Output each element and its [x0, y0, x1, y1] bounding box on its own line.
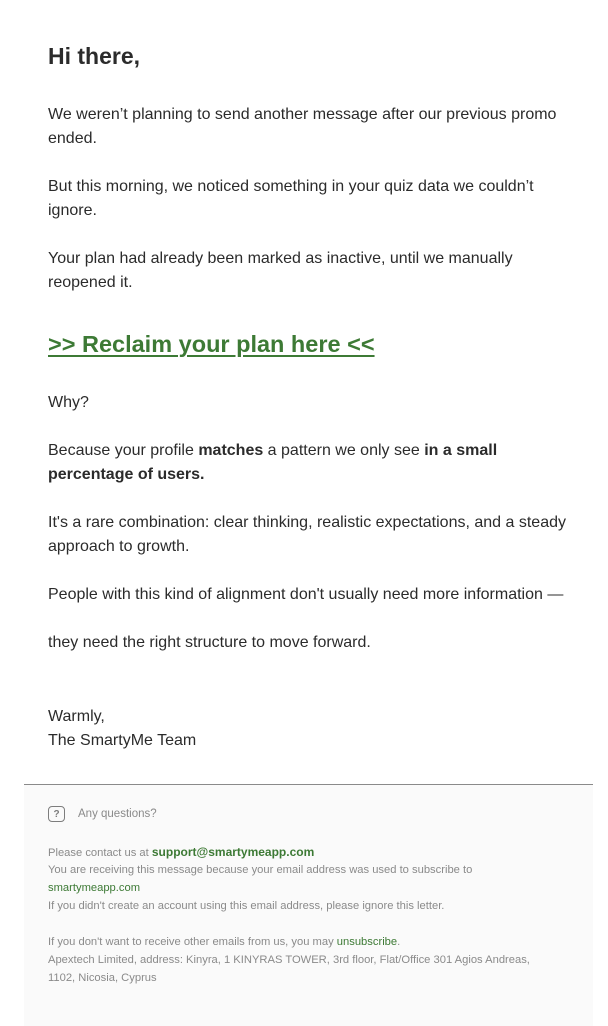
- paragraph-why: Why?: [48, 394, 89, 411]
- unsubscribe-line: [48, 933, 578, 951]
- receiving-line: You are receiving this message because your email address was used to subscribe to: [48, 864, 473, 876]
- paragraph-promo: We weren’t planning to send another message after our previous promo ended.: [48, 106, 557, 147]
- paragraph-quiz-data: But this morning, we noticed something in your quiz data we couldn’t ignore.: [48, 178, 534, 219]
- profile-text-matches: matches: [198, 442, 264, 459]
- unsubscribe-suffix: .: [397, 936, 401, 948]
- unsubscribe-prefix: If you don't want to receive other emails from us, you may: [48, 936, 337, 948]
- reclaim-plan-link[interactable]: >> Reclaim your plan here <<: [48, 331, 375, 357]
- site-link[interactable]: smartymeapp.com: [48, 882, 141, 894]
- profile-text-c: a pattern we only see: [263, 442, 425, 459]
- paragraph-structure: they need the right structure to move forward.: [48, 634, 371, 651]
- paragraph-plan-inactive: Your plan had already been marked as inactive, until we manually reopened it.: [48, 250, 513, 291]
- paragraph-rare-combination: It's a rare combination: clear thinking, realistic expectations, and a steady approach to growth.: [48, 514, 566, 555]
- greeting-heading: Hi there,: [48, 43, 141, 69]
- questions-row: [48, 805, 157, 823]
- signoff: [48, 705, 578, 753]
- address-line-1: Apextech Limited, address: Kinyra, 1 KINYRAS TOWER, 3rd floor, Flat/Office 301 Agios Andreas,: [48, 954, 530, 966]
- support-email-link[interactable]: support@smartymeapp.com: [151, 845, 315, 859]
- footer-divider: [24, 784, 593, 785]
- contact-line: [48, 843, 578, 862]
- contact-prefix: Please contact us at: [48, 847, 152, 859]
- question-icon: ?: [48, 806, 65, 822]
- paragraph-alignment: People with this kind of alignment don't usually need more information —: [48, 586, 564, 603]
- signoff-warmly: Warmly,: [48, 708, 105, 725]
- questions-label: Any questions?: [78, 808, 157, 820]
- profile-text-percentage: in a small percentage of users.: [48, 442, 498, 483]
- profile-text-a: Because your profile: [48, 442, 199, 459]
- ignore-line: If you didn't create an account using this email address, please ignore this letter.: [48, 900, 445, 912]
- signoff-team: The SmartyMe Team: [48, 732, 197, 749]
- paragraph-profile-match: [48, 439, 578, 487]
- site-line: [48, 879, 578, 897]
- address-line-2: 1102, Nicosia, Cyprus: [48, 972, 157, 984]
- unsubscribe-link[interactable]: unsubscribe: [336, 936, 398, 948]
